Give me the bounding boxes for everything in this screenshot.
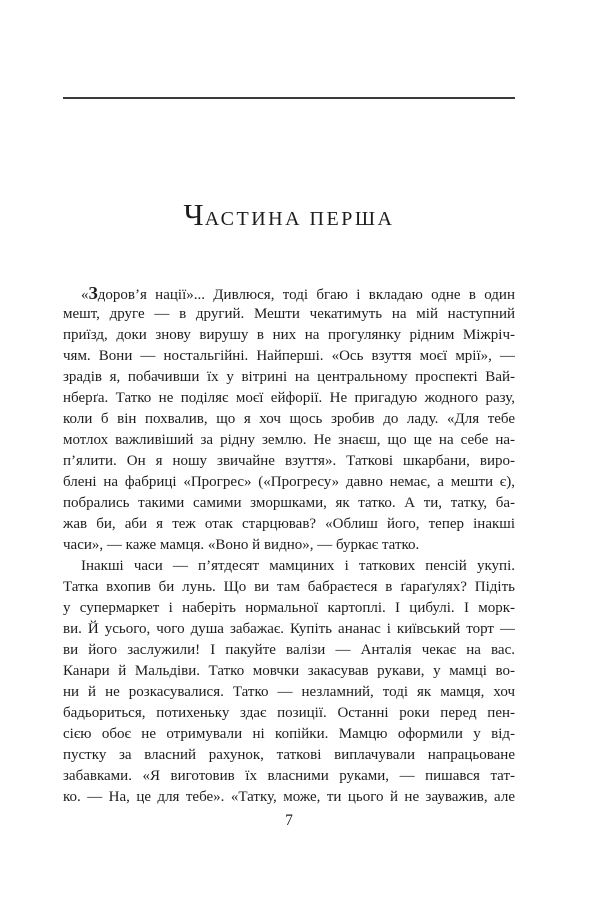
paragraph [63, 283, 515, 556]
text-run: Татка вхопив би лунь. Що ви там бабраєтеся в ґараґулях? Підіть [63, 579, 515, 595]
text-run: нберґа. Татко не поділяє моєї ейфорії. Не пригадую жодного разу, [63, 390, 515, 406]
text-run: мотлох важливіший за рідну землю. Не знаєш, що ще на себе на- [63, 432, 515, 448]
text-run: побрались такими самими зморшками, як татко. А ти, татку, ба- [63, 495, 515, 511]
text-run: зрадів я, побачивши їх у вітрині на центральному проспекті Вай- [63, 369, 515, 385]
text-run: забавками. «Я виготовив їх власними руками, — пишався тат- [63, 768, 515, 784]
text-run: чям. Вони — ностальгійні. Найперші. «Ось взуття моєї мрії», — [63, 348, 515, 364]
text-line [63, 724, 515, 745]
text-run: « [81, 287, 89, 303]
text-run: Інакші часи — п’ятдесят мамциних і таткових пенсій укупі. [81, 558, 515, 574]
text-line [63, 745, 515, 766]
text-line [63, 451, 515, 472]
text-run: п’ялити. Он я ношу звичайне взуття». Таткові шкарбани, виро- [63, 453, 515, 469]
text-line [63, 325, 515, 346]
text-run: часи», — каже мамця. «Воно й видно», — буркає татко. [63, 537, 420, 553]
text-run: ви. Й усього, чого душа забажає. Купіть ананас і київський торт — [63, 621, 515, 637]
text-line [63, 430, 515, 451]
chapter-title-text: АСТИНА ПЕРША [204, 208, 395, 230]
body-text [63, 283, 515, 808]
text-line [63, 283, 515, 304]
text-run: приїзд, доки знову вирушу в них на прогулянку рідним Міжріч- [63, 327, 515, 343]
text-run: ко. — На, це для тебе». «Татку, може, ти цього й не зауважив, але [63, 789, 515, 805]
text-line [63, 787, 515, 808]
text-run: пустку за власний рахунок, таткові виплачували напрацьоване [63, 747, 515, 763]
text-run: ни й не розкасувалися. Татко — незламний, тоді як мамця, хоч [63, 684, 515, 700]
text-line [63, 346, 515, 367]
text-run: жав би, аби я теж отак старцював? «Облиш його, тепер інакші [63, 516, 515, 532]
text-line [63, 682, 515, 703]
text-run: сією обоє не отримували ні копійки. Мамцю оформили у від- [63, 726, 515, 742]
text-run: блені на фабриці «Прогрес» («Прогресу» давно немає, а мешти є), [63, 474, 515, 490]
text-line [63, 577, 515, 598]
text-line [63, 661, 515, 682]
text-line [63, 766, 515, 787]
paragraph [63, 556, 515, 808]
text-run: бадьориться, потихеньку здає позиції. Останні роки перед пен- [63, 705, 515, 721]
header-rule [63, 97, 515, 99]
chapter-title-initial: Ч [183, 197, 205, 232]
text-line [63, 388, 515, 409]
text-line [63, 367, 515, 388]
text-run: Канари й Мальдіви. Татко мовчки закасував рукави, у мамці во- [63, 663, 515, 679]
text-line [63, 493, 515, 514]
text-line [63, 640, 515, 661]
chapter-title [63, 199, 515, 231]
page-number: 7 [285, 812, 293, 829]
text-line [63, 472, 515, 493]
text-run: мешт, друге — в другий. Мешти чекатимуть на мій наступний [63, 306, 515, 322]
text-run: у супермаркет і наберіть нормальної картоплі. І цибулі. І морк- [63, 600, 515, 616]
text-run: доров’я нації»... Дивлюся, тоді бгаю і вкладаю одне в один [97, 287, 515, 303]
text-line [63, 535, 515, 556]
text-line [63, 619, 515, 640]
text-run: коли б він похвалив, що я хоч щось зробив до ладу. «Для тебе [63, 411, 515, 427]
text-line [63, 703, 515, 724]
text-line [63, 304, 515, 325]
text-run: ви його заслужили! І пакуйте валізи — Анталія чекає на вас. [63, 642, 515, 658]
text-line [63, 514, 515, 535]
lead-letter: З [88, 283, 98, 303]
text-line [63, 409, 515, 430]
text-line [63, 556, 515, 577]
text-line [63, 598, 515, 619]
